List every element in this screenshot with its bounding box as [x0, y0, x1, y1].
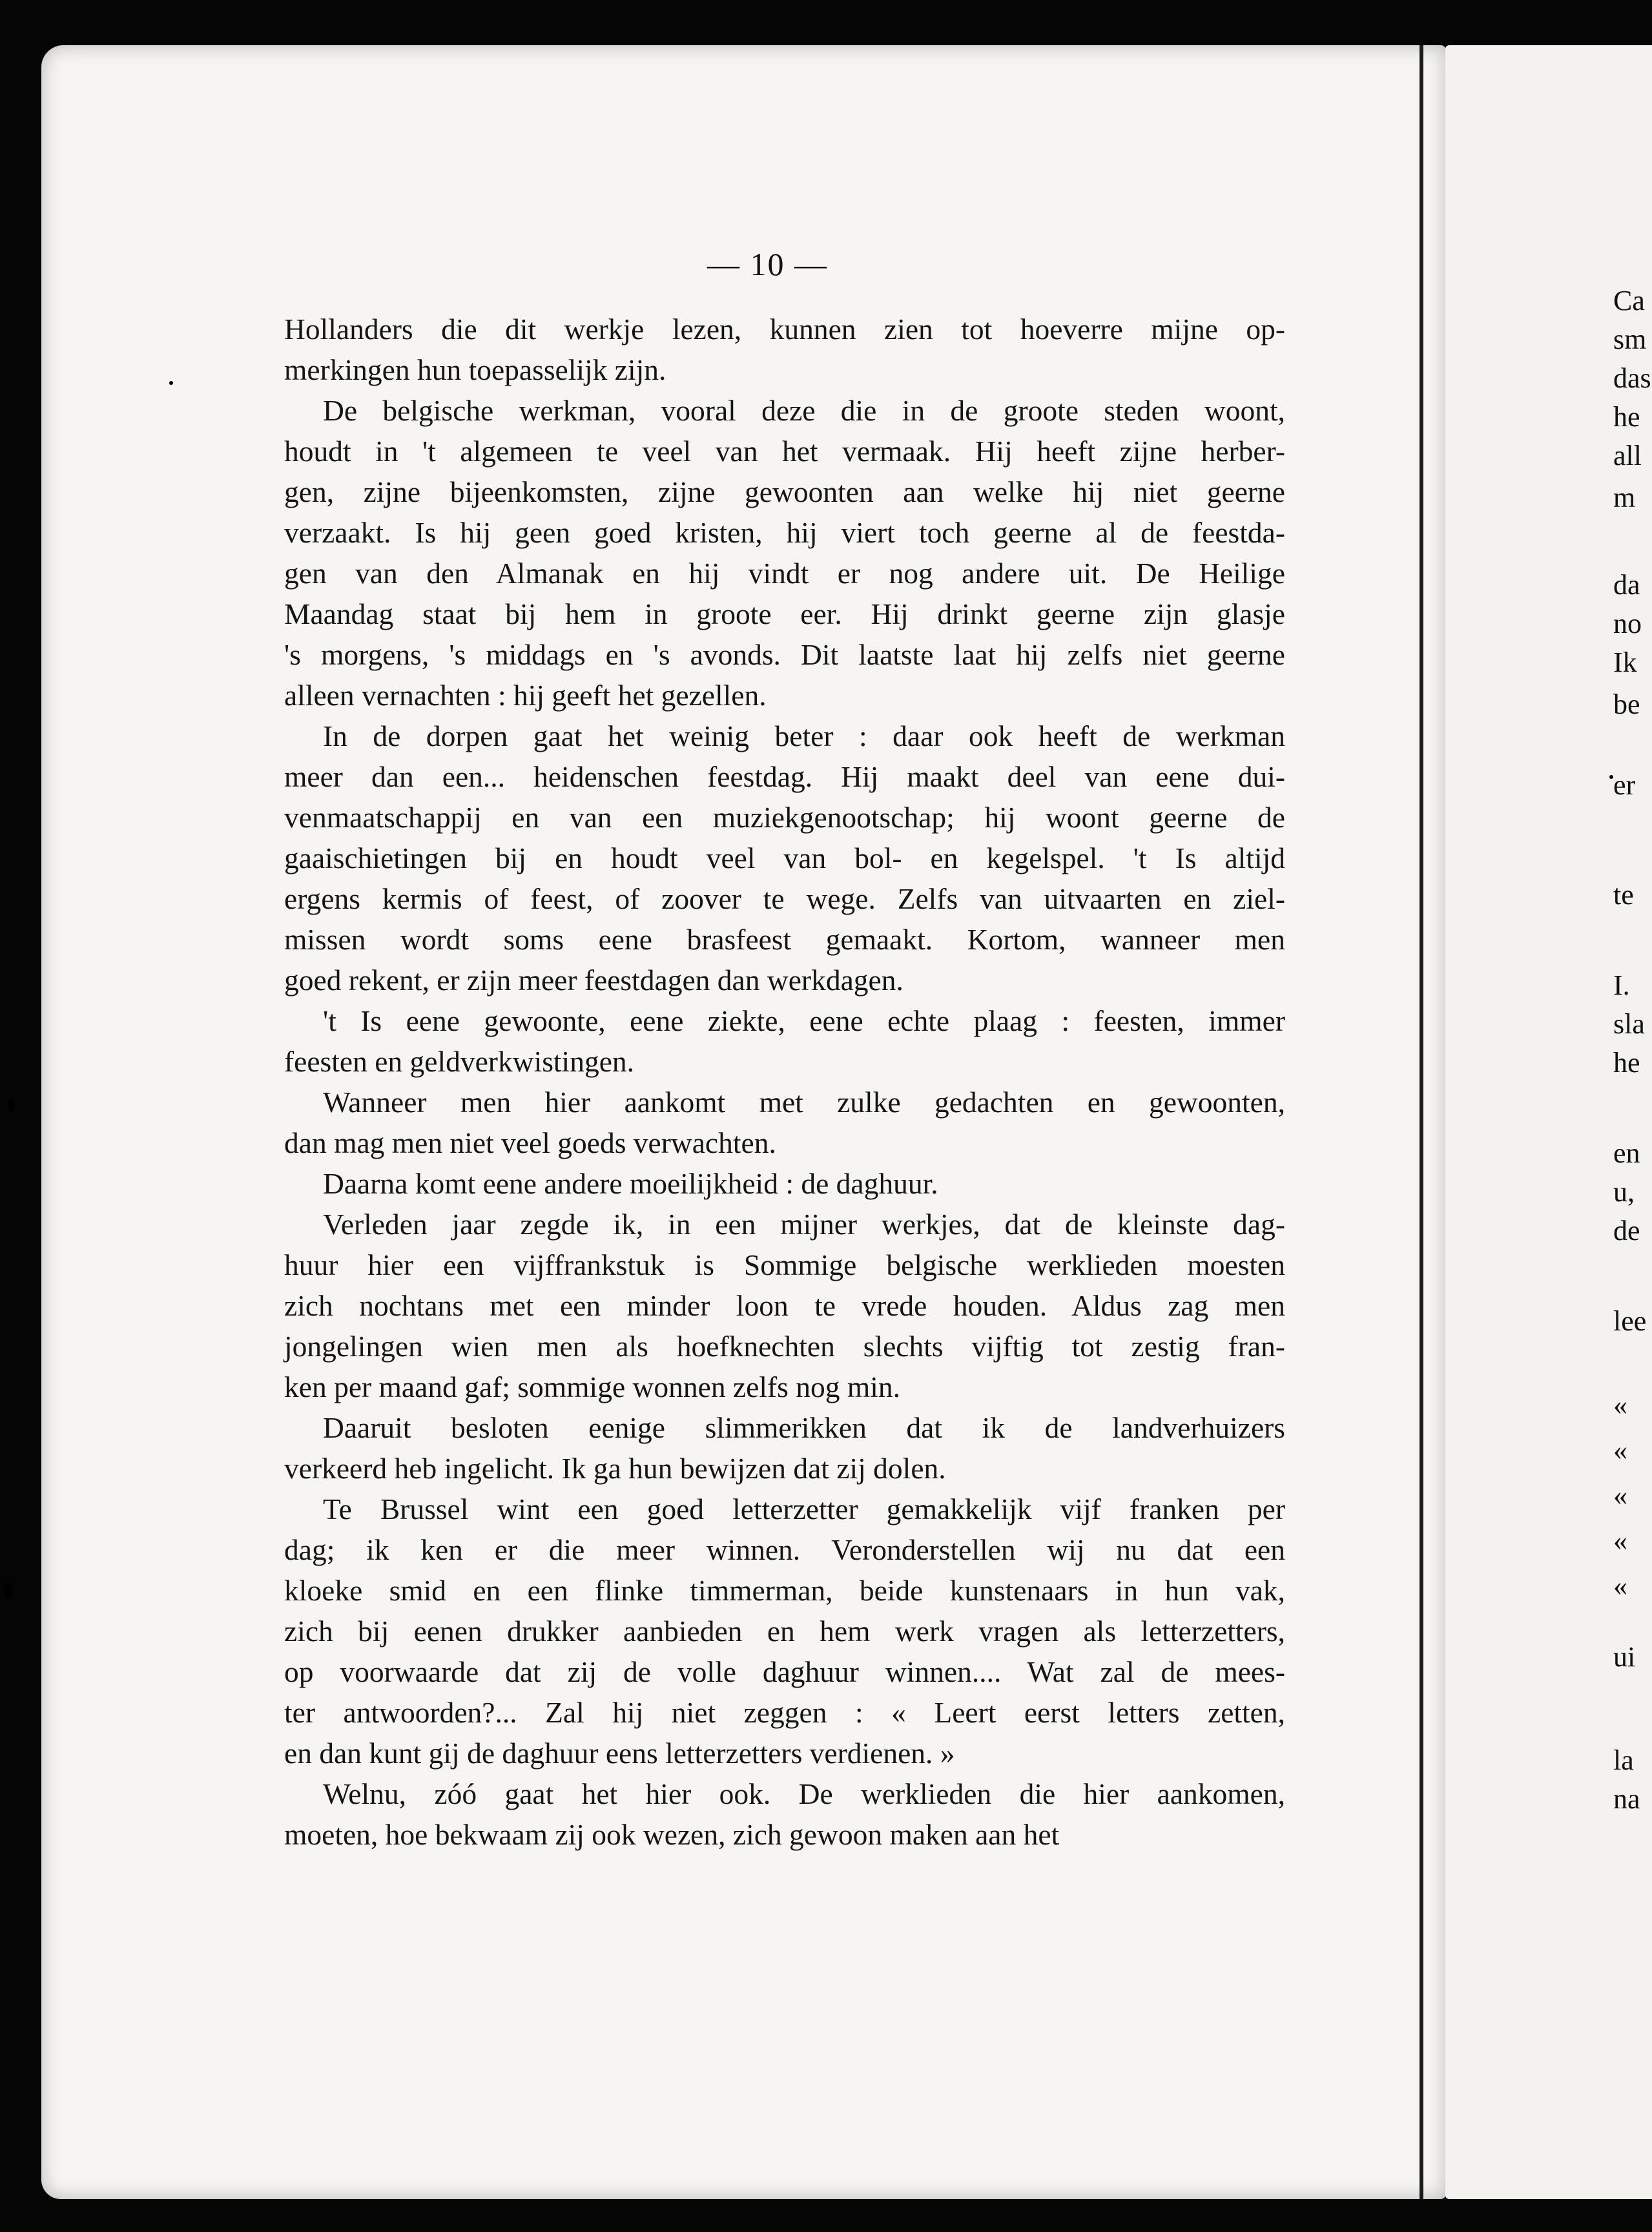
- text-line: Daarna komt eene andere moeilijkheid : de daghuur.: [323, 1167, 938, 1200]
- paragraph: [284, 1163, 1285, 1204]
- right-page-fragment: ui: [1613, 1641, 1636, 1673]
- text-line: goed rekent, er zijn meer feestdagen dan werkdagen.: [284, 964, 903, 997]
- text-line: De belgische werkman, vooral deze die in de groote steden woont,: [323, 394, 1285, 427]
- right-page-fragment: sla: [1613, 1008, 1645, 1040]
- right-page-fragment: «: [1613, 1480, 1627, 1511]
- right-page-fragment: «: [1613, 1434, 1627, 1466]
- text-line: verkeerd heb ingelicht. Ik ga hun bewijzen dat zij dolen.: [284, 1452, 946, 1485]
- text-line: Welnu, zóó gaat het hier ook. De werklieden die hier aankomen,: [323, 1777, 1285, 1810]
- text-line: Verleden jaar zegde ik, in een mijner werkjes, dat de kleinste dag-: [323, 1208, 1285, 1241]
- paragraph: [284, 309, 1285, 390]
- right-page-fragment: la: [1613, 1744, 1634, 1776]
- page-number: — 10 —: [707, 246, 828, 282]
- margin-speck: [1609, 775, 1613, 779]
- right-page-fragment: te: [1613, 879, 1634, 911]
- text-line: huur hier een vijffrankstuk is Sommige belgische werklieden moesten: [284, 1248, 1285, 1281]
- right-page-fragment: u,: [1613, 1176, 1635, 1208]
- text-line: meer dan een... heidenschen feestdag. Hij maakt deel van eene dui-: [284, 760, 1285, 793]
- right-page-fragment: en: [1613, 1137, 1640, 1169]
- right-page-fragment: das: [1613, 362, 1651, 394]
- right-page-fragment: be: [1613, 688, 1640, 720]
- paragraph: [284, 1407, 1285, 1489]
- text-line: ergens kermis of feest, of zoover te wege. Zelfs van uitvaarten en ziel-: [284, 882, 1285, 915]
- right-page-fragment: Ik: [1613, 646, 1637, 678]
- text-line: 't Is eene gewoonte, eene ziekte, eene echte plaag : feesten, immer: [323, 1004, 1285, 1037]
- right-page-fragment: «: [1613, 1570, 1627, 1602]
- right-page-fragment: er: [1613, 769, 1636, 801]
- text-line: missen wordt soms eene brasfeest gemaakt. Kortom, wanneer men: [284, 923, 1285, 956]
- right-page-fragment: m: [1613, 482, 1636, 513]
- right-page-fragment: na: [1613, 1783, 1640, 1815]
- right-page: [1445, 45, 1652, 2199]
- right-page-fragment: de: [1613, 1215, 1640, 1246]
- right-page-fragment: «: [1613, 1525, 1627, 1556]
- text-line: feesten en geldverkwistingen.: [284, 1045, 635, 1078]
- text-line: Daaruit besloten eenige slimmerikken dat ik de landverhuizers: [323, 1411, 1285, 1444]
- text-line: zich nochtans met een minder loon te vrede houden. Aldus zag men: [284, 1289, 1285, 1322]
- paragraph: [284, 1204, 1285, 1407]
- text-line: merkingen hun toepasselijk zijn.: [284, 353, 666, 386]
- text-line: alleen vernachten : hij geeft het gezellen.: [284, 679, 767, 712]
- text-line: Hollanders die dit werkje lezen, kunnen zien tot hoeverre mijne op-: [284, 313, 1285, 346]
- gutter-line: [1420, 45, 1423, 2199]
- paragraph: [284, 1082, 1285, 1163]
- margin-speck: [169, 381, 173, 385]
- paragraph: [284, 1773, 1285, 1855]
- text-line: dan mag men niet veel goeds verwachten.: [284, 1126, 776, 1159]
- margin-speck: [4, 1582, 13, 1599]
- text-line: houdt in 't algemeen te veel van het vermaak. Hij heeft zijne herber-: [284, 435, 1285, 468]
- text-line: jongelingen wien men als hoefknechten slechts vijftig tot zestig fran-: [284, 1330, 1285, 1363]
- text-line: moeten, hoe bekwaam zij ook wezen, zich gewoon maken aan het: [284, 1818, 1060, 1851]
- right-page-fragment: «: [1613, 1389, 1627, 1421]
- right-page-fragment: no: [1613, 608, 1642, 639]
- text-line: verzaakt. Is hij geen goed kristen, hij viert toch geerne al de feestda-: [284, 516, 1285, 549]
- text-line: venmaatschappij en van een muziekgenootschap; hij woont geerne de: [284, 801, 1285, 834]
- paragraph: [284, 1000, 1285, 1082]
- text-line: gaaischietingen bij en houdt veel van bol- en kegelspel. 't Is altijd: [284, 842, 1285, 874]
- text-line: Wanneer men hier aankomt met zulke gedachten en gewoonten,: [323, 1086, 1285, 1119]
- text-line: gen, zijne bijeenkomsten, zijne gewoonten aan welke hij niet geerne: [284, 475, 1285, 508]
- right-page-fragment: I.: [1613, 969, 1630, 1001]
- paragraph: [284, 1489, 1285, 1773]
- text-line: kloeke smid en een flinke timmerman, beide kunstenaars in hun vak,: [284, 1574, 1285, 1607]
- paragraph: [284, 390, 1285, 716]
- text-line: Te Brussel wint een goed letterzetter gemakkelijk vijf franken per: [323, 1493, 1285, 1525]
- text-line: op voorwaarde dat zij de volle daghuur winnen.... Wat zal de mees-: [284, 1655, 1285, 1688]
- right-page-fragment: lee: [1613, 1305, 1647, 1337]
- right-page-fragment: da: [1613, 569, 1640, 601]
- right-page-fragment: he: [1613, 401, 1640, 433]
- text-line: zich bij eenen drukker aanbieden en hem werk vragen als letterzetters,: [284, 1615, 1285, 1648]
- margin-speck: [8, 1098, 14, 1112]
- right-page-fragment: all: [1613, 440, 1642, 471]
- text-line: dag; ik ken er die meer winnen. Veronderstellen wij nu dat een: [284, 1533, 1285, 1566]
- text-line: ken per maand gaf; sommige wonnen zelfs nog min.: [284, 1370, 900, 1403]
- right-page-fragment: sm: [1613, 324, 1647, 355]
- text-line: en dan kunt gij de daghuur eens letterzetters verdienen. »: [284, 1737, 955, 1770]
- body-text: [284, 309, 1285, 1855]
- right-page-fragment: Ca: [1613, 285, 1645, 316]
- right-page-fragment: he: [1613, 1047, 1640, 1079]
- text-line: 's morgens, 's middags en 's avonds. Dit laatste laat hij zelfs niet geerne: [284, 638, 1285, 671]
- text-line: gen van den Almanak en hij vindt er nog andere uit. De Heilige: [284, 557, 1285, 590]
- text-line: ter antwoorden?... Zal hij niet zeggen : « Leert eerst letters zetten,: [284, 1696, 1285, 1729]
- text-line: In de dorpen gaat het weinig beter : daar ook heeft de werkman: [323, 719, 1285, 752]
- text-line: Maandag staat bij hem in groote eer. Hij drinkt geerne zijn glasje: [284, 597, 1285, 630]
- paragraph: [284, 716, 1285, 1000]
